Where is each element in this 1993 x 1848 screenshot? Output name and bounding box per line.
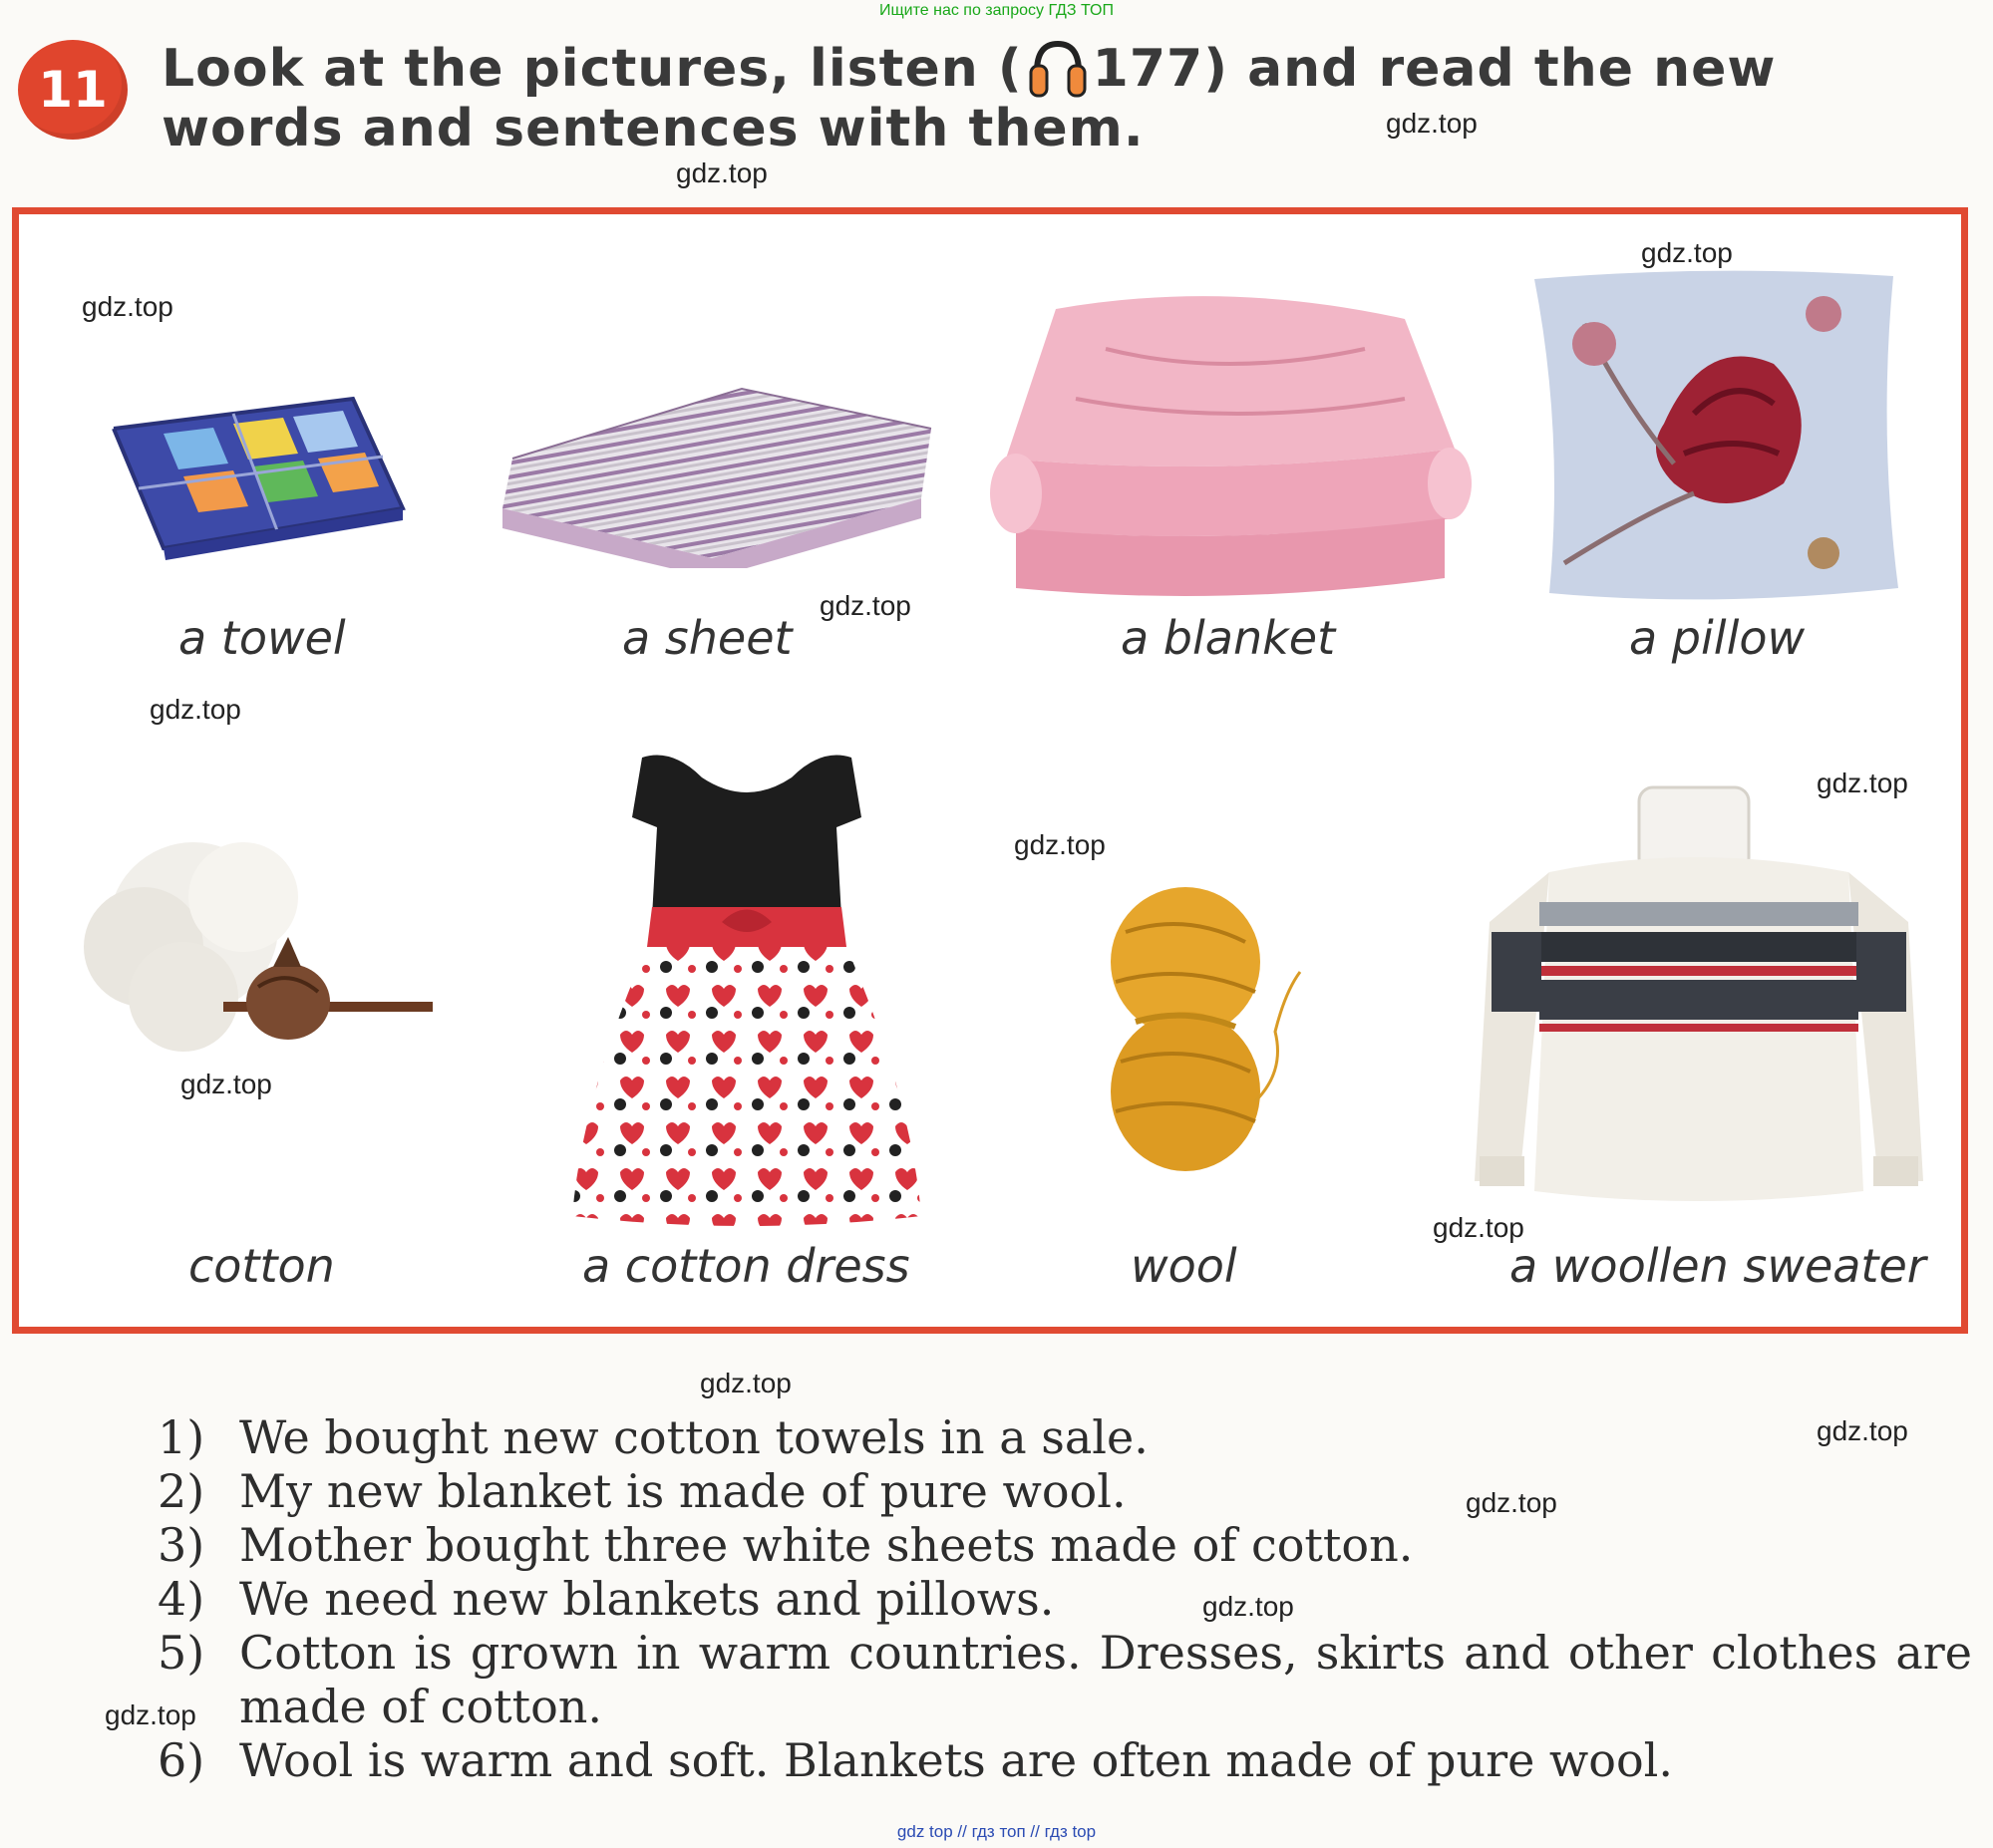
watermark: gdz.top <box>82 291 173 322</box>
vocabulary-frame <box>12 207 1968 1334</box>
wool-picture <box>1086 872 1315 1201</box>
watermark: gdz.top <box>676 157 768 188</box>
top-note: Ищите нас по запросу ГДЗ ТОП <box>879 2 1114 19</box>
cotton-picture <box>74 817 453 1077</box>
dress-picture <box>562 748 931 1226</box>
watermark: gdz.top <box>105 1699 196 1730</box>
label-blanket: a blanket <box>1121 611 1336 665</box>
watermark: gdz.top <box>1641 237 1733 268</box>
sentence-number: 5) <box>158 1626 205 1680</box>
pillow-picture <box>1524 264 1903 608</box>
audio-track-number: 177 <box>1092 39 1204 99</box>
sentence-text: Wool is warm and soft. Blankets are often made of pure wool. <box>239 1733 1674 1787</box>
sentence-text: We need new blankets and pillows. <box>239 1572 1055 1626</box>
watermark: gdz.top <box>180 1069 272 1099</box>
sentence-5 <box>158 1626 1972 1733</box>
exercise-number-badge: 11 <box>18 40 128 140</box>
instruction-text-start: Look at the pictures, listen ( <box>162 39 1023 99</box>
pillow-icon <box>1524 264 1903 608</box>
instruction-text-end: ) and read the new words and sentences with them. <box>162 39 1777 158</box>
sentence-text: Cotton is grown in warm countries. Dresses, skirts and other clothes are made of cotton. <box>239 1626 1972 1733</box>
towel-icon <box>104 369 413 568</box>
sentence-number: 2) <box>158 1464 205 1518</box>
watermark: gdz.top <box>150 694 241 725</box>
sentence-number: 4) <box>158 1572 205 1626</box>
sentence-2 <box>158 1464 1972 1518</box>
watermark: gdz.top <box>1014 829 1106 860</box>
sheet-icon <box>502 349 941 568</box>
sentence-number: 3) <box>158 1518 205 1572</box>
sentence-number: 6) <box>158 1733 205 1787</box>
sentence-text: My new blanket is made of pure wool. <box>239 1464 1127 1518</box>
watermark: gdz.top <box>1817 768 1908 798</box>
sentence-text: We bought new cotton towels in a sale. <box>239 1410 1149 1464</box>
towel-picture <box>104 369 413 568</box>
watermark: gdz.top <box>700 1368 792 1398</box>
label-towel: a towel <box>178 611 346 665</box>
watermark: gdz.top <box>1466 1487 1557 1518</box>
blanket-icon <box>986 289 1475 598</box>
sentence-text: Mother bought three white sheets made of cotton. <box>239 1518 1414 1572</box>
label-pillow: a pillow <box>1629 611 1806 665</box>
label-wool: wool <box>1131 1239 1237 1293</box>
label-cotton: cotton <box>188 1239 335 1293</box>
label-woollen-sweater: a woollen sweater <box>1509 1239 1926 1293</box>
headphones-icon[interactable] <box>1027 38 1089 98</box>
sheet-picture <box>502 349 941 568</box>
wool-ball-icon <box>1086 872 1315 1201</box>
blanket-picture <box>986 289 1475 598</box>
watermark: gdz.top <box>1433 1212 1524 1243</box>
cotton-plant-icon <box>74 817 453 1077</box>
label-cotton-dress: a cotton dress <box>582 1239 910 1293</box>
sentence-number: 1) <box>158 1410 205 1464</box>
example-sentences <box>158 1410 1972 1787</box>
sentence-6 <box>158 1733 1972 1787</box>
watermark: gdz.top <box>1202 1591 1294 1622</box>
footer-note: gdz top // гдз топ // гдз top <box>896 1822 1097 1841</box>
exercise-instruction <box>162 38 1976 158</box>
sweater-icon <box>1470 782 1928 1211</box>
dress-icon <box>562 748 931 1226</box>
watermark: gdz.top <box>1386 108 1478 139</box>
sweater-picture <box>1470 782 1928 1211</box>
watermark: gdz.top <box>1817 1415 1908 1446</box>
label-sheet: a sheet <box>622 611 793 665</box>
sentence-4 <box>158 1572 1972 1626</box>
watermark: gdz.top <box>820 590 911 621</box>
sentence-1 <box>158 1410 1972 1464</box>
sentence-3 <box>158 1518 1972 1572</box>
